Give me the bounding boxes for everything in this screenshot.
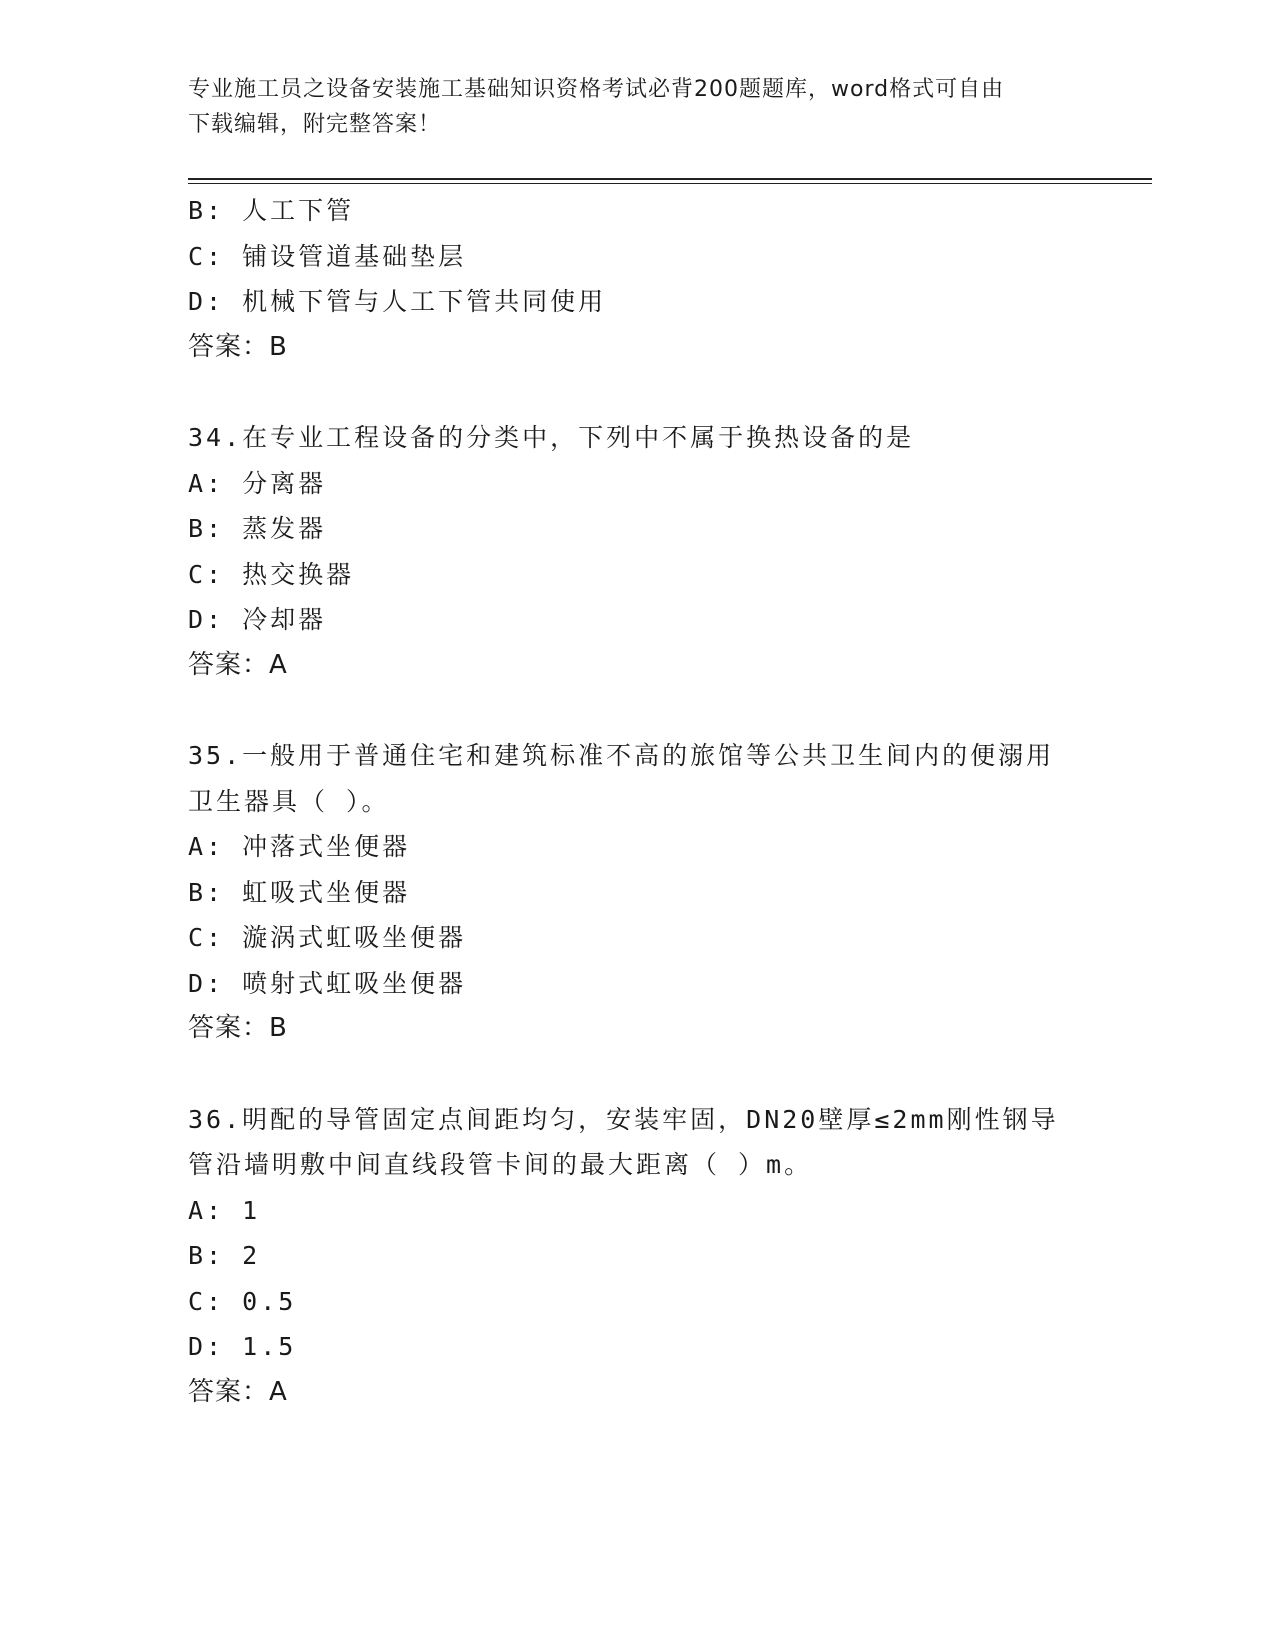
- question-33-tail: [188, 188, 1088, 370]
- header-divider-thick: [188, 178, 1152, 180]
- option-d: D: 1.5: [188, 1332, 297, 1361]
- option-c: C: 漩涡式虹吸坐便器: [188, 923, 467, 952]
- question-stem-line-2: 管沿墙明敷中间直线段管卡间的最大距离（ ）m。: [188, 1150, 813, 1179]
- document-header: [188, 72, 1088, 142]
- option-c: C: 热交换器: [188, 559, 355, 589]
- question-stem: 34.在专业工程设备的分类中，下列中不属于换热设备的是: [188, 423, 915, 452]
- option-a: A: 1: [188, 1195, 261, 1225]
- question-34: [188, 415, 1088, 688]
- answer-label: 答案：B: [188, 1013, 288, 1043]
- header-title-line-2: 下载编辑，附完整答案！: [188, 112, 442, 137]
- question-35: [188, 733, 1088, 1052]
- question-36: [188, 1097, 1088, 1416]
- question-list: [188, 188, 1088, 1415]
- option-b: B: 人工下管: [188, 196, 355, 225]
- answer-label: 答案：A: [188, 1376, 288, 1407]
- option-b: B: 2: [188, 1241, 261, 1270]
- option-d: D: 喷射式虹吸坐便器: [188, 968, 467, 998]
- question-stem-line-1: 36.明配的导管固定点间距均匀，安装牢固，DN20壁厚≤2mm刚性钢导: [188, 1104, 1059, 1134]
- option-b: B: 蒸发器: [188, 514, 327, 543]
- option-d: D: 冷却器: [188, 605, 327, 634]
- question-stem-line-1: 35.一般用于普通住宅和建筑标准不高的旅馆等公共卫生间内的便溺用: [188, 741, 1055, 770]
- option-c: C: 0.5: [188, 1286, 297, 1316]
- header-title-line-1: 专业施工员之设备安装施工基础知识资格考试必背200题题库，word格式可自由: [188, 77, 1005, 102]
- header-divider-thin: [188, 183, 1152, 184]
- question-stem-line-2: 卫生器具（ ）。: [188, 786, 390, 816]
- option-a: A: 分离器: [188, 468, 327, 498]
- option-a: A: 冲落式坐便器: [188, 832, 411, 861]
- option-b: B: 虹吸式坐便器: [188, 877, 411, 907]
- answer-label: 答案：B: [188, 331, 288, 362]
- answer-label: 答案：A: [188, 649, 288, 680]
- option-d: D: 机械下管与人工下管共同使用: [188, 287, 607, 316]
- option-c: C: 铺设管道基础垫层: [188, 241, 467, 271]
